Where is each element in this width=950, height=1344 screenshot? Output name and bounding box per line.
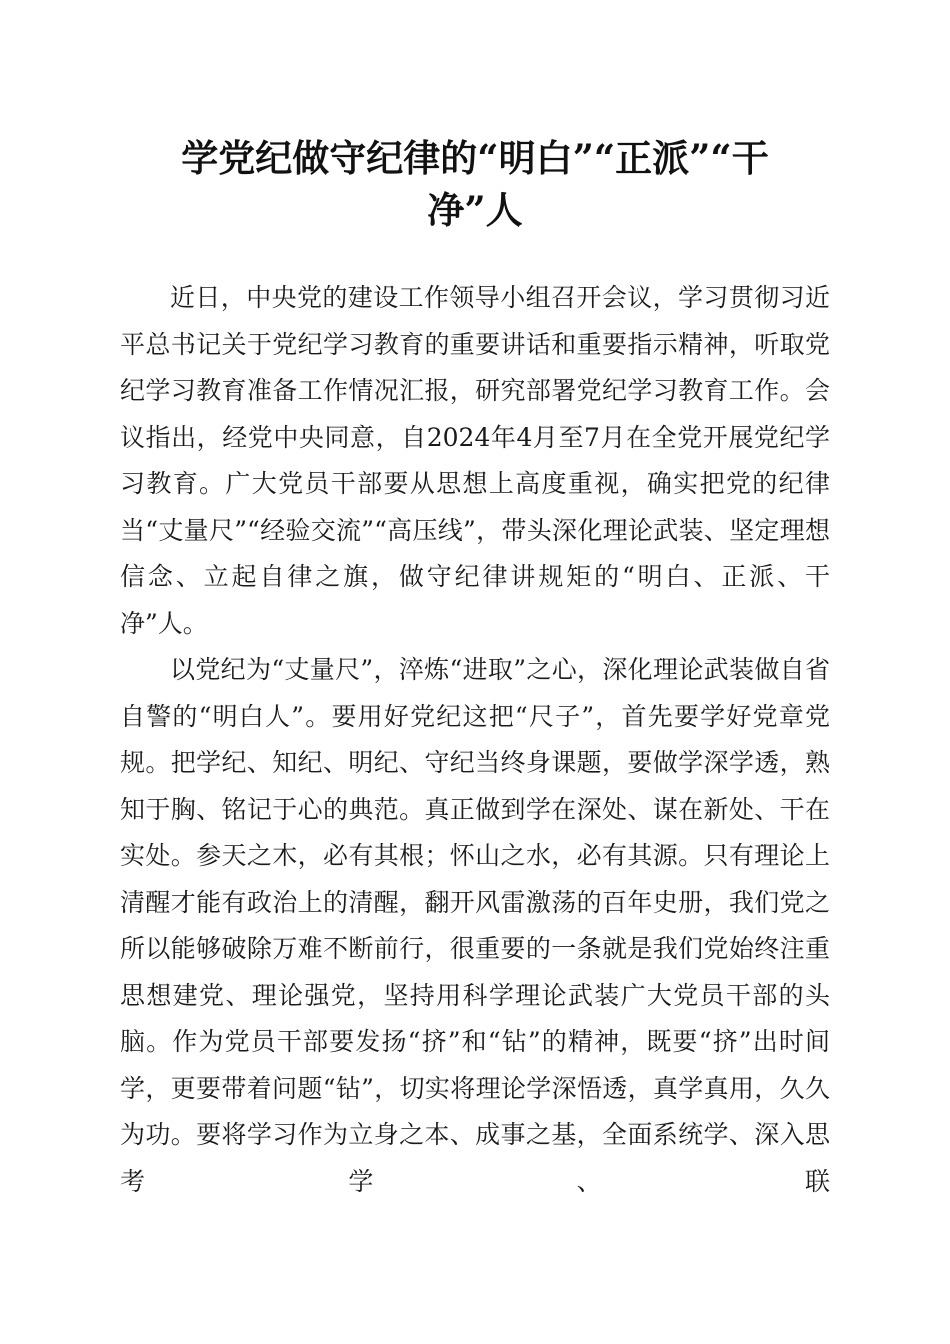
title-line-2: 净”人 [427, 188, 523, 232]
title-line-1: 学党纪做守纪律的“明白”“正派”“干 [181, 136, 769, 180]
paragraph-1: 近日，中央党的建设工作领导小组召开会议，学习贯彻习近平总书记关于党纪学习教育的重要讲话和重要指示精神，听取党纪学习教育准备工作情况汇报，研究部署党纪学习教育工作。会议指出，经党中央同意，自2024年4月至7月在全党开展党纪学习教育。广大党员干部要从思想上高度重视，确实把党的纪律当“丈量尺”“经验交流”“高压线”，带头深化理论武装、坚定理想信念、立起自律之旗，做守纪律讲规矩的“明白、正派、干净”人。 [120, 283, 830, 638]
paragraph-2: 以党纪为“丈量尺”，淬炼“进取”之心，深化理论武装做自省自警的“明白人”。要用好党纪这把“尺子”，首先要学好党章党规。把学纪、知纪、明纪、守纪当终身课题，要做学深学透，熟知于胸、铭记于心的典范。真正做到学在深处、谋在新处、干在实处。参天之木，必有其根；怀山之水，必有其源。只有理论上清醒才能有政治上的清醒，翻开风雷激荡的百年史册，我们党之所以能够破除万难不断前行，很重要的一条就是我们党始终注重思想建党、理论强党，坚持用科学理论武装广大党员干部的头脑。作为党员干部要发扬“挤”和“钻”的精神，既要“挤”出时间学，更要带着问题“钻”，切实将理论学深悟透，真学真用，久久为功。要将学习作为立身之本、成事之基，全面系统学、深入思考学、联 [120, 655, 830, 1196]
page-title [120, 132, 830, 236]
document-body [120, 275, 830, 1205]
